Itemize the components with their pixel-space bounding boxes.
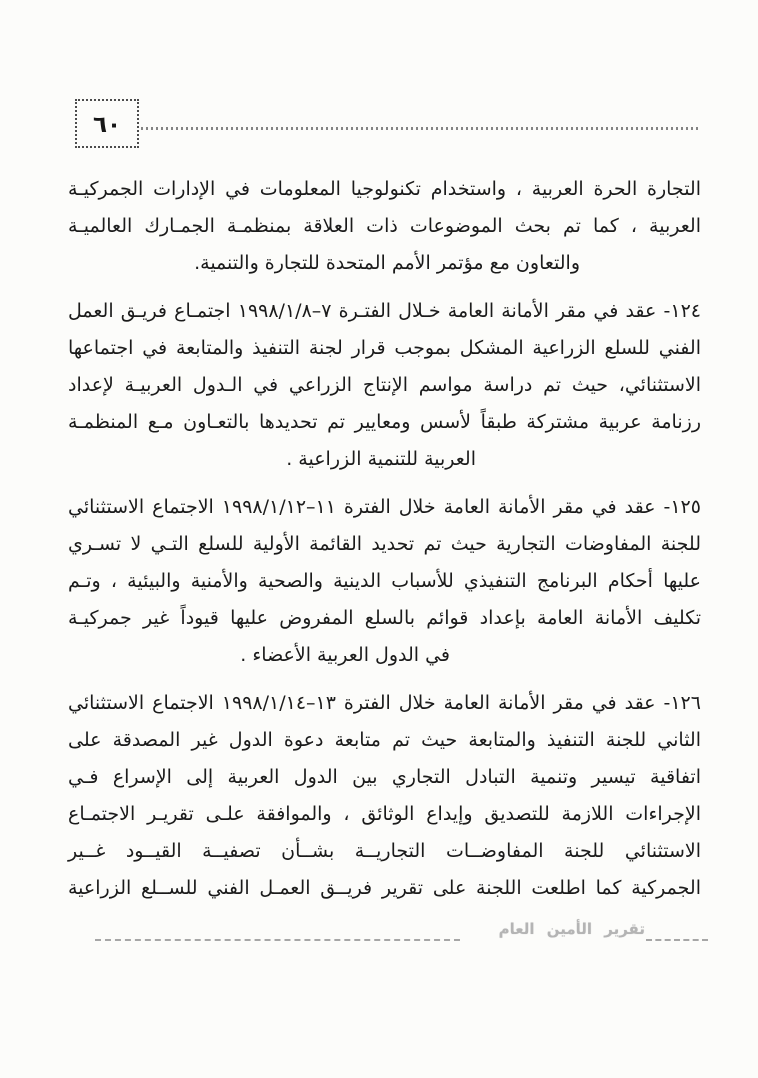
header-dotted-rule [141, 127, 701, 130]
item-heading-text: ١٢٥- عقد في مقر الأمانة العامة خلال الفترة [343, 496, 701, 518]
text-line: رزنامة عربية مشتركة طبقاً لأسس ومعايير تم تحديدها بالتعـاون مـع المنظمـة [68, 411, 701, 433]
item-heading-tail: الاجتماع الاستثنائي [68, 496, 214, 518]
numbered-item-125 [68, 489, 701, 674]
text-line: اتفاقية تيسير وتنمية التبادل التجاري بين الدول العربية إلى الإسراع فـي [68, 766, 701, 788]
footer-label: تقرير الأمين العام [498, 920, 645, 938]
text-line: التجارة الحرة العربية ، واستخدام تكنولوجيا المعلومات في الإدارات الجمركيـة [68, 178, 701, 200]
footer-dashed-rule-left [95, 939, 460, 941]
text-line: عليها أحكام البرنامج التنفيذي للأسباب الدينية والصحية والأمنية والبيئية ، وتـم [68, 570, 701, 592]
text-line: الجمركية كما اطلعت اللجنة على تقرير فريــق العمـل الفني للســلع الزراعية [68, 877, 701, 899]
item-first-line [68, 685, 701, 722]
date-range: ١٩٩٨/١/٨–٧ [237, 300, 332, 322]
page-number-box [75, 99, 139, 148]
page-number: ٦٠ [92, 111, 122, 138]
numbered-item-124 [68, 293, 701, 478]
text-line: الفني للسلع الزراعية المشكل بموجب قرار لجنة التنفيذ والمتابعة في اجتماعها [68, 337, 701, 359]
date-range: ١٩٩٨/١/١٢–١١ [221, 496, 336, 518]
item-heading-text: ١٢٤- عقد في مقر الأمانة العامة خـلال الفتـرة [338, 300, 701, 322]
text-line: للجنة المفاوضات التجارية حيث تم تحديد القائمة الأولية للسلع التـي لا تسـري [68, 533, 701, 555]
footer-dashed-rule-right [646, 939, 708, 941]
text-line: الثاني للجنة التنفيذ والمتابعة حيث تم متابعة دعوة الدول غير المصدقة على [68, 729, 701, 751]
text-line: العربية ، كما تم بحث الموضوعات ذات العلاقة بمنظمـة الجمـارك العالميـة [68, 215, 701, 237]
item-heading-tail: الاجتماع الاستثنائي [68, 692, 214, 714]
item-first-line [68, 293, 701, 330]
text-line: الإجراءات اللازمة للتصديق وإيداع الوثائق ، والموافقة علـى تقريـر الاجتمـاع [68, 803, 701, 825]
text-line: العربية للتنمية الزراعية . [286, 448, 476, 470]
item-heading-tail: اجتمـاع فريـق العمل [68, 300, 231, 322]
text-line: في الدول العربية الأعضاء . [240, 644, 450, 666]
text-line: الاستثنائي للجنة المفاوضــات التجاريــة بشــأن تصفيــة القيــود غــير [68, 840, 701, 862]
text-line: الاستثنائي، حيث تم دراسة مواسم الإنتاج الزراعي في الـدول العربيـة لإعداد [68, 374, 701, 396]
document-body-text [68, 171, 701, 907]
text-line: تكليف الأمانة العامة بإعداد قوائم بالسلع المفروض عليها قيوداً غير جمركيـة [68, 607, 701, 629]
text-line: والتعاون مع مؤتمر الأمم المتحدة للتجارة والتنمية. [194, 252, 580, 274]
item-first-line [68, 489, 701, 526]
date-range: ١٩٩٨/١/١٤–١٣ [221, 692, 336, 714]
numbered-item-126 [68, 685, 701, 907]
item-heading-text: ١٢٦- عقد في مقر الأمانة العامة خلال الفترة [343, 692, 701, 714]
intro-paragraph [68, 171, 701, 282]
